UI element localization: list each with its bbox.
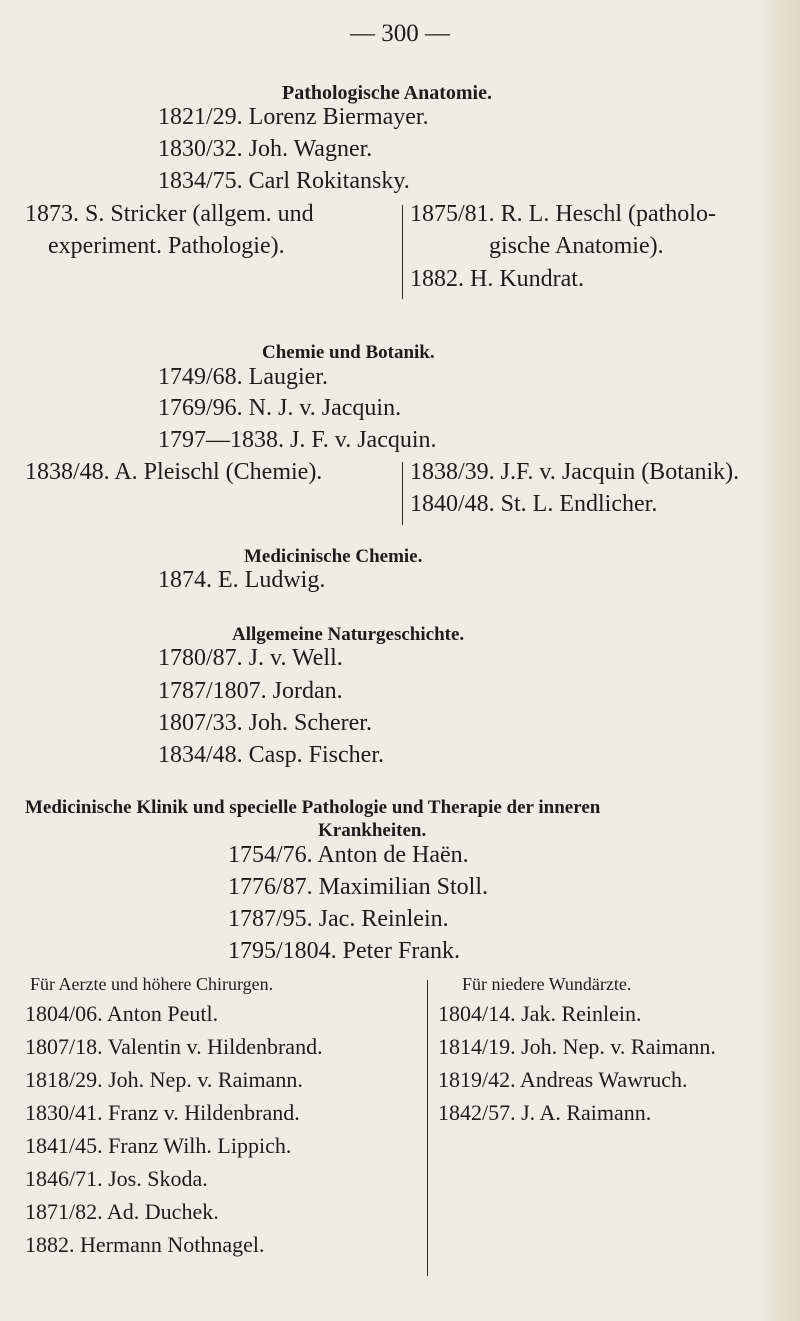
right-column-line: 1840/48. St. L. Endlicher. [410,491,658,517]
page-number: — 300 — [350,20,450,47]
right-column-line: 1842/57. J. A. Raimann. [438,1100,652,1125]
entry: 1787/95. Jac. Reinlein. [228,906,449,932]
left-column-line: 1830/41. Franz v. Hildenbrand. [25,1100,300,1125]
entry: 1776/87. Maximilian Stoll. [228,874,489,900]
left-column-line: experiment. Pathologie). [48,233,285,259]
entry: 1807/33. Joh. Scherer. [158,710,372,736]
left-column-line: 1871/82. Ad. Duchek. [25,1199,219,1224]
section-heading-allgemeine-naturgeschichte: Allgemeine Naturgeschichte. [232,624,465,645]
entry: 1797—1838. J. F. v. Jacquin. [158,427,437,453]
entry: 1830/32. Joh. Wagner. [158,136,373,162]
section-heading-chemie-und-botanik: Chemie und Botanik. [262,342,435,363]
right-column-line: gische Anatomie). [489,233,664,259]
left-column-line: 1838/48. A. Pleischl (Chemie). [25,459,323,485]
section-heading-continuation: Krankheiten. [318,820,427,841]
entry: 1821/29. Lorenz Biermayer. [158,104,429,130]
right-column-line: 1814/19. Joh. Nep. v. Raimann. [438,1034,716,1059]
right-column-caption: Für niedere Wundärzte. [462,974,632,994]
left-column-caption: Für Aerzte und höhere Chirurgen. [30,974,274,994]
page-edge-shading [758,0,800,1321]
column-divider [402,462,403,525]
section-heading-medicinische-chemie: Medicinische Chemie. [244,546,423,567]
left-column-line: 1818/29. Joh. Nep. v. Raimann. [25,1067,303,1092]
entry: 1780/87. J. v. Well. [158,645,343,671]
entry: 1769/96. N. J. v. Jacquin. [158,395,402,421]
entry: 1834/75. Carl Rokitansky. [158,168,410,194]
column-divider [402,205,403,299]
right-column-line: 1882. H. Kundrat. [410,266,584,292]
left-column-line: 1846/71. Jos. Skoda. [25,1166,208,1191]
section-heading-pathologische-anatomie: Pathologische Anatomie. [282,82,492,104]
left-column-line: 1882. Hermann Nothnagel. [25,1232,265,1257]
entry: 1834/48. Casp. Fischer. [158,742,384,768]
right-column-line: 1804/14. Jak. Reinlein. [438,1001,642,1026]
right-column-line: 1838/39. J.F. v. Jacquin (Botanik). [410,459,740,485]
section-heading-medicinische-klinik: Medicinische Klinik und specielle Pathologie und Therapie der inneren [25,797,601,818]
entry: 1795/1804. Peter Frank. [228,938,460,964]
right-column-line: 1819/42. Andreas Wawruch. [438,1067,688,1092]
entry: 1874. E. Ludwig. [158,567,326,593]
left-column-line: 1807/18. Valentin v. Hildenbrand. [25,1034,323,1059]
column-divider [427,980,428,1276]
left-column-line: 1804/06. Anton Peutl. [25,1001,219,1026]
entry: 1749/68. Laugier. [158,364,328,390]
entry: 1787/1807. Jordan. [158,678,343,704]
entry: 1754/76. Anton de Haën. [228,842,469,868]
left-column-line: 1873. S. Stricker (allgem. und [25,201,314,227]
right-column-line: 1875/81. R. L. Heschl (patholo- [410,201,716,227]
left-column-line: 1841/45. Franz Wilh. Lippich. [25,1133,292,1158]
